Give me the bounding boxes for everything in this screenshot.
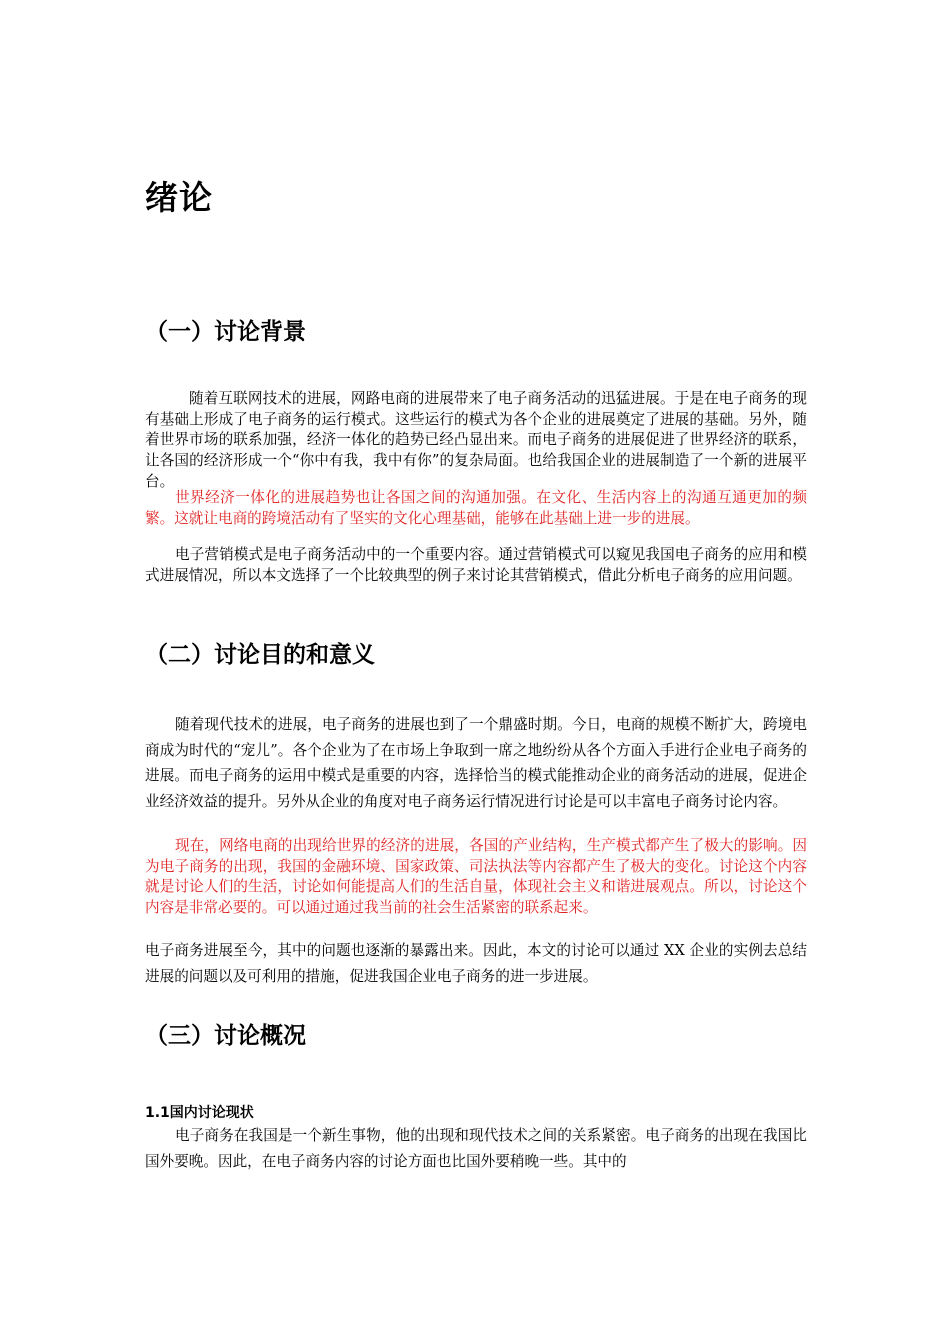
- paragraph-domestic-status-1: 电子商务在我国是一个新生事物，他的出现和现代技术之间的关系紧密。电子商务的出现在我国比国外要晚。因此，在电子商务内容的讨论方面也比国外要稍晚一些。其中的: [145, 1127, 807, 1170]
- paragraph-background-2-highlighted: 世界经济一体化的进展趋势也让各国之间的沟通加强。在文化、生活内容上的沟通互通更加的频繁。这就让电商的跨境活动有了坚实的文化心理基础，能够在此基础上进一步的进展。: [145, 489, 807, 527]
- section-heading-overview: （三）讨论概况: [145, 1023, 306, 1049]
- paragraph-purpose-1: 随着现代技术的进展，电子商务的进展也到了一个鼎盛时期。今日，电商的规模不断扩大，跨境电商成为时代的“宠儿”。各个企业为了在市场上争取到一席之地纷纷从各个方面入手进行企业电子商务的进展。而电子商务的运用中模式是重要的内容，选择恰当的模式能推动企业的商务活动的进展，促进企业经济效益的提升。另外从企业的角度对电子商务运行情况进行讨论是可以丰富电子商务讨论内容。: [145, 716, 807, 810]
- section-heading-background: （一）讨论背景: [145, 319, 306, 345]
- subsection-heading-domestic-status: 1.1国内讨论现状: [145, 1105, 254, 1121]
- paragraph-background-1: 随着互联网技术的进展，网路电商的进展带来了电子商务活动的迅猛进展。于是在电子商务的现有基础上形成了电子商务的运行模式。这些运行的模式为各个企业的进展奠定了进展的基础。另外，随着世界市场的联系加强，经济一体化的趋势已经凸显出来。而电子商务的进展促进了世界经济的联系，让各国的经济形成一个“你中有我，我中有你”的复杂局面。也给我国企业的进展制造了一个新的进展平台。: [145, 390, 807, 490]
- paragraph-purpose-3: 电子商务进展至今，其中的问题也逐渐的暴露出来。因此，本文的讨论可以通过 XX 企业的实例去总结进展的问题以及可利用的措施，促进我国企业电子商务的进一步进展。: [145, 942, 807, 985]
- paragraph-purpose-2-highlighted: 现在，网络电商的出现给世界的经济的进展，各国的产业结构，生产模式都产生了极大的影响。因为电子商务的出现，我国的金融环境、国家政策、司法执法等内容都产生了极大的变化。讨论这个内容就是讨论人们的生活，讨论如何能提高人们的生活自量，体现社会主义和谐进展观点。所以，讨论这个内容是非常必要的。可以通过通过我当前的社会生活紧密的联系起来。: [145, 837, 807, 917]
- page-title: 绪论: [145, 178, 213, 217]
- section-heading-purpose: （二）讨论目的和意义: [145, 642, 375, 668]
- paragraph-background-3: 电子营销模式是电子商务活动中的一个重要内容。通过营销模式可以窥见我国电子商务的应用和模式进展情况，所以本文选择了一个比较典型的例子来讨论其营销模式，借此分析电子商务的应用问题。: [145, 546, 807, 584]
